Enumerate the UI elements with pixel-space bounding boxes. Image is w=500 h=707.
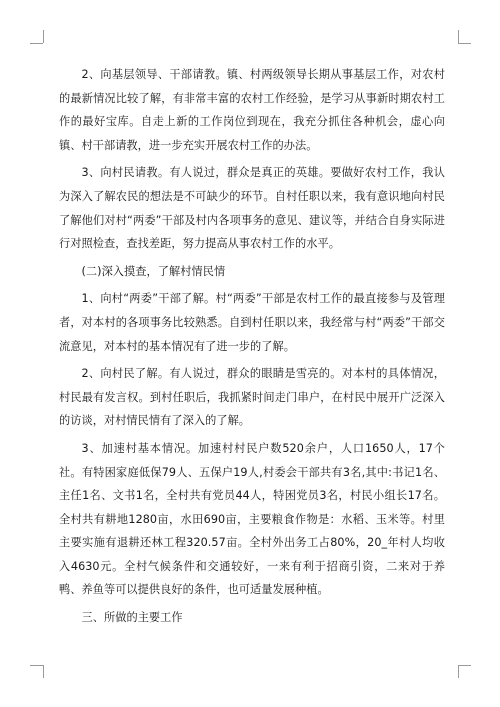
- section-heading-investigation: (二)深入摸查，了解村情民情: [81, 264, 226, 278]
- paragraph-learn-from-cadres: 1、向村“两委”干部了解。村“两委”干部是农村工作的最直接参与及管理者，对本村的各项事务比较熟悉。自到村任职以来，我经常与村“两委”干部交流意见，对本村的基本情况有了进一步的了解。: [59, 292, 445, 353]
- paragraph-ask-villagers: 3、向村民请教。有人说过，群众是真正的英雄。要做好农村工作，我认为深入了解农民的想法是不可缺少的环节。自村任职以来，我有意识地向村民了解他们对村“两委”干部及村内各项事务的意见、建议等，并结合自身实际进行对照检查，查找差距，努力提高从事农村工作的水平。: [59, 166, 445, 251]
- paragraph-learn-from-villagers: 2、向村民了解。有人说过，群众的眼睛是雪亮的。对本村的具体情况，村民最有发言权。到村任职后，我抓紧时间走门串户，在村民中展开广泛深入的访谈，对村情民情有了深入的了解。: [59, 367, 445, 428]
- paragraph-ask-leaders: 2、向基层领导、干部请教。镇、村两级领导长期从事基层工作，对农村的最新情况比较了解，有非常丰富的农村工作经验，是学习从事新时期农村工作的最好宝库。自走上新的工作岗位到现在，我充分抓住各种机会，虚心向镇、村干部请教，进一步充实开展农村工作的办法。: [59, 68, 445, 152]
- section-heading-main-work: 三、所做的主要工作: [81, 611, 183, 625]
- paragraph-village-basic-info: 3、加速村基本情况。加速村村民户数520余户，人口1650人，17个社。有特困家庭低保79人、五保户19人,村委会干部共有3名,其中:书记1名、主任1名、文书1名，全村共有党员44人，特困党员3名，村民小组长17名。全村共有耕地1280亩，水田690亩，主要粮食作物是：水稻、玉米等。村里主要实施有退耕还林工程320.57亩。全村外出务工占80%，20_年村人均收入4630元。全村气候条件和交通较好，一来有利于招商引资，二来对于养鸭、养鱼等可以提供良好的条件，也可适量发展种植。: [59, 441, 445, 597]
- document-body: [59, 63, 445, 634]
